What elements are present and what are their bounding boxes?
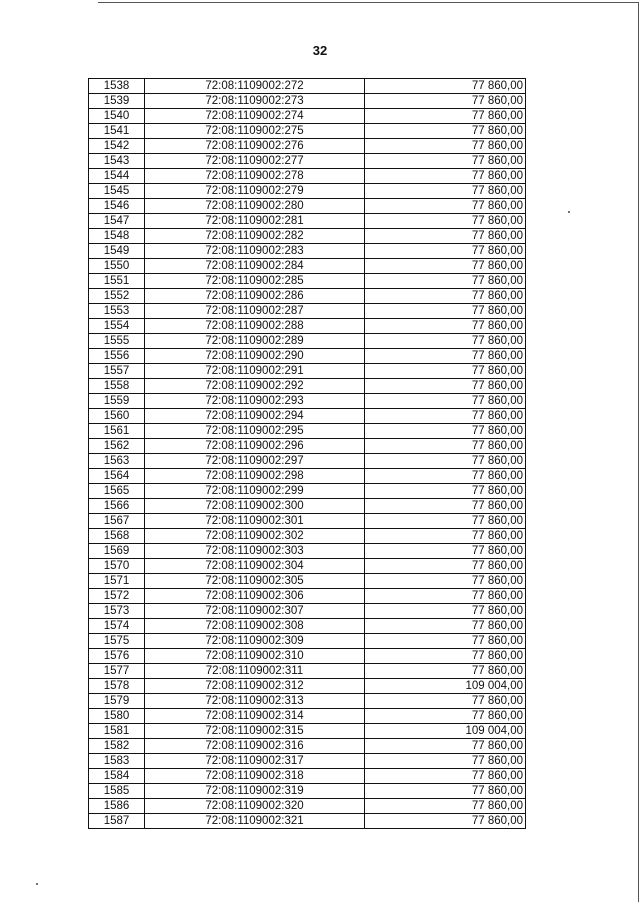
row-number-cell: 1571 <box>89 574 145 589</box>
row-number-cell: 1582 <box>89 739 145 754</box>
row-number-cell: 1558 <box>89 379 145 394</box>
cadastral-value-cell: 77 860,00 <box>365 739 526 754</box>
row-number-cell: 1554 <box>89 319 145 334</box>
table-row <box>89 589 526 604</box>
cadastral-number-cell: 72:08:1109002:279 <box>145 184 365 199</box>
cadastral-value-cell: 109 004,00 <box>365 724 526 739</box>
cadastral-value-cell: 77 860,00 <box>365 499 526 514</box>
cadastral-value-cell: 77 860,00 <box>365 544 526 559</box>
table-row <box>89 679 526 694</box>
cadastral-number-cell: 72:08:1109002:274 <box>145 109 365 124</box>
row-number-cell: 1540 <box>89 109 145 124</box>
table-row <box>89 109 526 124</box>
row-number-cell: 1580 <box>89 709 145 724</box>
table-row <box>89 139 526 154</box>
table-row <box>89 154 526 169</box>
table-row <box>89 664 526 679</box>
cadastral-value-cell: 77 860,00 <box>365 709 526 724</box>
table-row <box>89 634 526 649</box>
table-row <box>89 379 526 394</box>
cadastral-number-cell: 72:08:1109002:297 <box>145 454 365 469</box>
row-number-cell: 1577 <box>89 664 145 679</box>
cadastral-number-cell: 72:08:1109002:299 <box>145 484 365 499</box>
row-number-cell: 1561 <box>89 424 145 439</box>
row-number-cell: 1568 <box>89 529 145 544</box>
table-row <box>89 469 526 484</box>
row-number-cell: 1547 <box>89 214 145 229</box>
table-row <box>89 439 526 454</box>
row-number-cell: 1549 <box>89 244 145 259</box>
table-row <box>89 574 526 589</box>
table-row <box>89 409 526 424</box>
cadastral-number-cell: 72:08:1109002:272 <box>145 79 365 94</box>
row-number-cell: 1551 <box>89 274 145 289</box>
cadastral-number-cell: 72:08:1109002:309 <box>145 634 365 649</box>
table-row <box>89 319 526 334</box>
cadastral-number-cell: 72:08:1109002:307 <box>145 604 365 619</box>
row-number-cell: 1552 <box>89 289 145 304</box>
cadastral-value-cell: 77 860,00 <box>365 139 526 154</box>
table-row <box>89 259 526 274</box>
cadastral-number-cell: 72:08:1109002:305 <box>145 574 365 589</box>
row-number-cell: 1541 <box>89 124 145 139</box>
table-row <box>89 274 526 289</box>
cadastral-number-cell: 72:08:1109002:294 <box>145 409 365 424</box>
table-row <box>89 94 526 109</box>
table-row <box>89 514 526 529</box>
cadastral-value-table <box>88 78 526 829</box>
cadastral-number-cell: 72:08:1109002:315 <box>145 724 365 739</box>
cadastral-value-cell: 77 860,00 <box>365 814 526 829</box>
cadastral-number-cell: 72:08:1109002:300 <box>145 499 365 514</box>
cadastral-number-cell: 72:08:1109002:302 <box>145 529 365 544</box>
cadastral-number-cell: 72:08:1109002:320 <box>145 799 365 814</box>
cadastral-value-cell: 77 860,00 <box>365 589 526 604</box>
row-number-cell: 1563 <box>89 454 145 469</box>
cadastral-number-cell: 72:08:1109002:292 <box>145 379 365 394</box>
row-number-cell: 1583 <box>89 754 145 769</box>
cadastral-value-cell: 77 860,00 <box>365 769 526 784</box>
table-row <box>89 364 526 379</box>
row-number-cell: 1555 <box>89 334 145 349</box>
row-number-cell: 1564 <box>89 469 145 484</box>
table-row <box>89 559 526 574</box>
cadastral-number-cell: 72:08:1109002:310 <box>145 649 365 664</box>
table-row <box>89 799 526 814</box>
cadastral-value-cell: 77 860,00 <box>365 364 526 379</box>
cadastral-value-cell: 77 860,00 <box>365 649 526 664</box>
row-number-cell: 1544 <box>89 169 145 184</box>
cadastral-number-cell: 72:08:1109002:276 <box>145 139 365 154</box>
cadastral-number-cell: 72:08:1109002:296 <box>145 439 365 454</box>
cadastral-number-cell: 72:08:1109002:288 <box>145 319 365 334</box>
table-row <box>89 184 526 199</box>
row-number-cell: 1587 <box>89 814 145 829</box>
table-row <box>89 289 526 304</box>
cadastral-value-cell: 77 860,00 <box>365 409 526 424</box>
row-number-cell: 1586 <box>89 799 145 814</box>
cadastral-value-cell: 77 860,00 <box>365 274 526 289</box>
cadastral-value-cell: 77 860,00 <box>365 289 526 304</box>
cadastral-value-cell: 77 860,00 <box>365 229 526 244</box>
cadastral-value-cell: 77 860,00 <box>365 694 526 709</box>
cadastral-value-cell: 77 860,00 <box>365 664 526 679</box>
row-number-cell: 1560 <box>89 409 145 424</box>
cadastral-value-cell: 77 860,00 <box>365 394 526 409</box>
cadastral-value-cell: 77 860,00 <box>365 529 526 544</box>
table-row <box>89 214 526 229</box>
cadastral-value-cell: 77 860,00 <box>365 184 526 199</box>
cadastral-number-cell: 72:08:1109002:295 <box>145 424 365 439</box>
cadastral-number-cell: 72:08:1109002:283 <box>145 244 365 259</box>
cadastral-number-cell: 72:08:1109002:282 <box>145 229 365 244</box>
cadastral-value-cell: 77 860,00 <box>365 154 526 169</box>
row-number-cell: 1543 <box>89 154 145 169</box>
cadastral-number-cell: 72:08:1109002:275 <box>145 124 365 139</box>
table-row <box>89 784 526 799</box>
table-row <box>89 304 526 319</box>
cadastral-value-cell: 77 860,00 <box>365 169 526 184</box>
row-number-cell: 1585 <box>89 784 145 799</box>
row-number-cell: 1578 <box>89 679 145 694</box>
cadastral-value-cell: 77 860,00 <box>365 94 526 109</box>
cadastral-value-cell: 77 860,00 <box>365 109 526 124</box>
cadastral-value-cell: 109 004,00 <box>365 679 526 694</box>
cadastral-value-cell: 77 860,00 <box>365 79 526 94</box>
row-number-cell: 1545 <box>89 184 145 199</box>
page-edge-right <box>638 2 639 902</box>
table-row <box>89 499 526 514</box>
cadastral-value-cell: 77 860,00 <box>365 784 526 799</box>
cadastral-number-cell: 72:08:1109002:284 <box>145 259 365 274</box>
cadastral-value-cell: 77 860,00 <box>365 484 526 499</box>
table-row <box>89 424 526 439</box>
row-number-cell: 1556 <box>89 349 145 364</box>
page-edge-top <box>98 2 638 3</box>
table-row <box>89 769 526 784</box>
cadastral-value-cell: 77 860,00 <box>365 319 526 334</box>
cadastral-number-cell: 72:08:1109002:281 <box>145 214 365 229</box>
table-row <box>89 709 526 724</box>
cadastral-value-cell: 77 860,00 <box>365 124 526 139</box>
row-number-cell: 1584 <box>89 769 145 784</box>
cadastral-value-cell: 77 860,00 <box>365 634 526 649</box>
table-row <box>89 484 526 499</box>
table-row <box>89 79 526 94</box>
cadastral-value-cell: 77 860,00 <box>365 259 526 274</box>
cadastral-value-cell: 77 860,00 <box>365 424 526 439</box>
row-number-cell: 1573 <box>89 604 145 619</box>
table-row <box>89 754 526 769</box>
cadastral-value-cell: 77 860,00 <box>365 454 526 469</box>
cadastral-number-cell: 72:08:1109002:313 <box>145 694 365 709</box>
scan-speck <box>36 883 38 885</box>
cadastral-number-cell: 72:08:1109002:293 <box>145 394 365 409</box>
cadastral-value-cell: 77 860,00 <box>365 214 526 229</box>
cadastral-number-cell: 72:08:1109002:280 <box>145 199 365 214</box>
cadastral-value-cell: 77 860,00 <box>365 244 526 259</box>
row-number-cell: 1566 <box>89 499 145 514</box>
table-row <box>89 529 526 544</box>
cadastral-number-cell: 72:08:1109002:306 <box>145 589 365 604</box>
cadastral-number-cell: 72:08:1109002:311 <box>145 664 365 679</box>
cadastral-number-cell: 72:08:1109002:303 <box>145 544 365 559</box>
table-row <box>89 334 526 349</box>
table-row <box>89 604 526 619</box>
cadastral-number-cell: 72:08:1109002:314 <box>145 709 365 724</box>
table-row <box>89 724 526 739</box>
table-row <box>89 649 526 664</box>
row-number-cell: 1542 <box>89 139 145 154</box>
cadastral-value-cell: 77 860,00 <box>365 469 526 484</box>
cadastral-number-cell: 72:08:1109002:312 <box>145 679 365 694</box>
cadastral-value-cell: 77 860,00 <box>365 514 526 529</box>
page-number: 32 <box>312 43 328 58</box>
row-number-cell: 1572 <box>89 589 145 604</box>
row-number-cell: 1553 <box>89 304 145 319</box>
cadastral-value-cell: 77 860,00 <box>365 754 526 769</box>
row-number-cell: 1565 <box>89 484 145 499</box>
cadastral-value-cell: 77 860,00 <box>365 379 526 394</box>
cadastral-number-cell: 72:08:1109002:291 <box>145 364 365 379</box>
cadastral-number-cell: 72:08:1109002:319 <box>145 784 365 799</box>
cadastral-value-cell: 77 860,00 <box>365 799 526 814</box>
table-row <box>89 169 526 184</box>
table-body <box>89 79 526 829</box>
scan-speck <box>568 211 570 213</box>
table-row <box>89 694 526 709</box>
table-row <box>89 124 526 139</box>
row-number-cell: 1567 <box>89 514 145 529</box>
cadastral-value-cell: 77 860,00 <box>365 439 526 454</box>
table-row <box>89 244 526 259</box>
row-number-cell: 1548 <box>89 229 145 244</box>
table-row <box>89 739 526 754</box>
cadastral-number-cell: 72:08:1109002:308 <box>145 619 365 634</box>
cadastral-number-cell: 72:08:1109002:278 <box>145 169 365 184</box>
cadastral-number-cell: 72:08:1109002:287 <box>145 304 365 319</box>
row-number-cell: 1581 <box>89 724 145 739</box>
cadastral-value-cell: 77 860,00 <box>365 574 526 589</box>
row-number-cell: 1576 <box>89 649 145 664</box>
cadastral-number-cell: 72:08:1109002:277 <box>145 154 365 169</box>
cadastral-number-cell: 72:08:1109002:316 <box>145 739 365 754</box>
row-number-cell: 1546 <box>89 199 145 214</box>
cadastral-value-cell: 77 860,00 <box>365 604 526 619</box>
cadastral-number-cell: 72:08:1109002:290 <box>145 349 365 364</box>
table-row <box>89 454 526 469</box>
cadastral-value-cell: 77 860,00 <box>365 304 526 319</box>
row-number-cell: 1562 <box>89 439 145 454</box>
cadastral-value-cell: 77 860,00 <box>365 619 526 634</box>
cadastral-number-cell: 72:08:1109002:285 <box>145 274 365 289</box>
cadastral-number-cell: 72:08:1109002:273 <box>145 94 365 109</box>
cadastral-number-cell: 72:08:1109002:317 <box>145 754 365 769</box>
table-row <box>89 349 526 364</box>
row-number-cell: 1559 <box>89 394 145 409</box>
row-number-cell: 1538 <box>89 79 145 94</box>
cadastral-number-cell: 72:08:1109002:321 <box>145 814 365 829</box>
cadastral-value-cell: 77 860,00 <box>365 559 526 574</box>
row-number-cell: 1574 <box>89 619 145 634</box>
row-number-cell: 1557 <box>89 364 145 379</box>
table-row <box>89 544 526 559</box>
cadastral-value-cell: 77 860,00 <box>365 334 526 349</box>
row-number-cell: 1570 <box>89 559 145 574</box>
row-number-cell: 1550 <box>89 259 145 274</box>
table-row <box>89 619 526 634</box>
cadastral-number-cell: 72:08:1109002:298 <box>145 469 365 484</box>
row-number-cell: 1579 <box>89 694 145 709</box>
cadastral-number-cell: 72:08:1109002:289 <box>145 334 365 349</box>
table-row <box>89 199 526 214</box>
cadastral-number-cell: 72:08:1109002:301 <box>145 514 365 529</box>
cadastral-number-cell: 72:08:1109002:304 <box>145 559 365 574</box>
row-number-cell: 1569 <box>89 544 145 559</box>
table-row <box>89 229 526 244</box>
row-number-cell: 1539 <box>89 94 145 109</box>
row-number-cell: 1575 <box>89 634 145 649</box>
cadastral-value-cell: 77 860,00 <box>365 349 526 364</box>
cadastral-number-cell: 72:08:1109002:318 <box>145 769 365 784</box>
table-row <box>89 394 526 409</box>
cadastral-value-cell: 77 860,00 <box>365 199 526 214</box>
table-row <box>89 814 526 829</box>
cadastral-number-cell: 72:08:1109002:286 <box>145 289 365 304</box>
